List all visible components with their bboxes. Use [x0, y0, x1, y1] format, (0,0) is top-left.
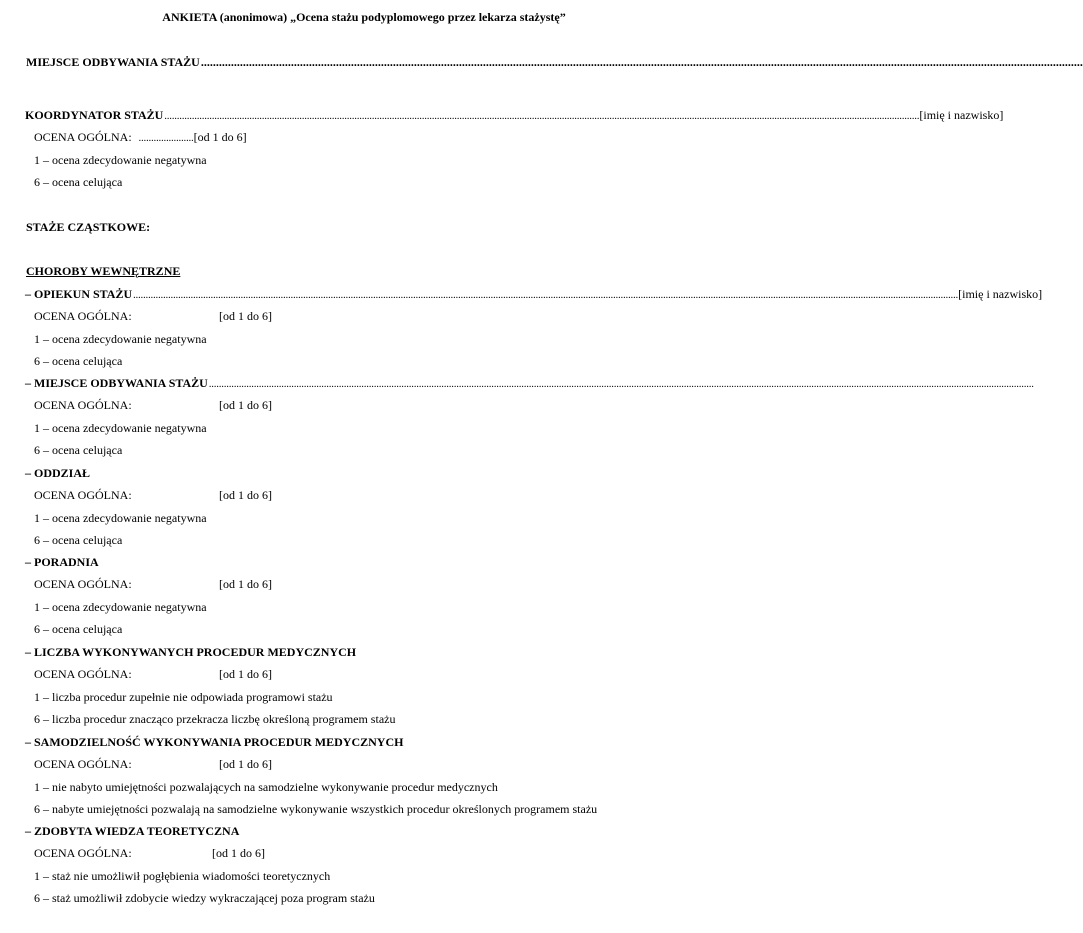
- section-header-liczba: [25, 645, 696, 660]
- section-scale-high-opiekun: 6 – ocena celująca: [34, 354, 123, 368]
- section-rating-range-poradnia: [od 1 do 6]: [219, 577, 272, 591]
- section-rating-label-opiekun: OCENA OGÓLNA:: [34, 309, 132, 323]
- section-rating-row-liczba[interactable]: [34, 667, 696, 682]
- section-rating-label-poradnia: OCENA OGÓLNA:: [34, 577, 132, 591]
- coordinator-label: KOORDYNATOR STAŻU: [25, 108, 164, 122]
- section-rating-range-wiedza: [od 1 do 6]: [212, 846, 265, 860]
- coordinator-dotted-line: ..............................................................................................................................................................................................................................................................................................................: [164, 111, 920, 122]
- section-rating-label-liczba: OCENA OGÓLNA:: [34, 667, 132, 681]
- section-scale-low-miejsce: 1 – ocena zdecydowanie negatywna: [34, 421, 207, 435]
- section-rating-label-wiedza: OCENA OGÓLNA:: [34, 846, 132, 860]
- section-label-oddzial: – ODDZIAŁ: [25, 466, 91, 480]
- section-header-oddzial: [25, 466, 696, 481]
- section-rating-row-oddzial[interactable]: [34, 488, 696, 503]
- section-label-opiekun: – OPIEKUN STAŻU: [25, 287, 133, 301]
- section-rating-row-samodzielnosc[interactable]: [34, 757, 696, 772]
- section-header-miejsce[interactable]: [25, 376, 1034, 391]
- coordinator-scale-high: 6 – ocena celująca: [34, 175, 123, 189]
- coordinator-scale-low: 1 – ocena zdecydowanie negatywna: [34, 153, 207, 167]
- section-rating-label-miejsce: OCENA OGÓLNA:: [34, 398, 132, 412]
- section-scale-high-liczba: 6 – liczba procedur znacząco przekracza liczbę określoną programem stażu: [34, 712, 396, 726]
- section-scale-high-samodzielnosc: 6 – nabyte umiejętności pozwalają na samodzielne wykonywanie wszystkich procedur określonych programem stażu: [34, 802, 598, 816]
- section-rating-range-samodzielnosc: [od 1 do 6]: [219, 757, 272, 771]
- section-header-opiekun[interactable]: [25, 287, 1043, 302]
- workplace-field[interactable]: [26, 55, 1083, 70]
- section-rating-range-opiekun: [od 1 do 6]: [219, 309, 272, 323]
- section-scale-low-wiedza: 1 – staż nie umożliwił pogłębienia wiadomości teoretycznych: [34, 869, 331, 883]
- section-label-samodzielnosc: – SAMODZIELNOŚĆ WYKONYWANIA PROCEDUR MEDYCZNYCH: [25, 735, 404, 749]
- section-label-liczba: – LICZBA WYKONYWANYCH PROCEDUR MEDYCZNYCH: [25, 645, 357, 659]
- partial-internships-heading: STAŻE CZĄSTKOWE:: [26, 220, 151, 234]
- section-rating-range-liczba: [od 1 do 6]: [219, 667, 272, 681]
- section-scale-high-oddzial: 6 – ocena celująca: [34, 533, 123, 547]
- section-header-samodzielnosc: [25, 735, 696, 750]
- section-rating-label-samodzielnosc: OCENA OGÓLNA:: [34, 757, 132, 771]
- section-scale-low-poradnia: 1 – ocena zdecydowanie negatywna: [34, 600, 207, 614]
- survey-title: ANKIETA (anonimowa) „Ocena stażu podyplomowego przez lekarza stażystę”: [162, 10, 566, 24]
- section-label-wiedza: – ZDOBYTA WIEDZA TEORETYCZNA: [25, 824, 240, 838]
- section-name-hint-opiekun: [imię i nazwisko]: [958, 287, 1043, 301]
- section-rating-row-opiekun[interactable]: [34, 309, 696, 324]
- workplace-label: MIEJSCE ODBYWANIA STAŻU: [26, 55, 200, 69]
- coordinator-field[interactable]: [25, 108, 1004, 123]
- section-scale-low-opiekun: 1 – ocena zdecydowanie negatywna: [34, 332, 207, 346]
- section-scale-high-poradnia: 6 – ocena celująca: [34, 622, 123, 636]
- section-rating-row-wiedza[interactable]: [34, 846, 696, 861]
- section-header-poradnia: [25, 555, 696, 570]
- section-scale-high-wiedza: 6 – staż umożliwił zdobycie wiedzy wykraczającej poza program stażu: [34, 891, 375, 905]
- section-rating-row-miejsce[interactable]: [34, 398, 696, 413]
- section-dotted-line-miejsce: ..........................................................................................................................................................................................................................................................................................................................................: [208, 379, 1034, 390]
- section-rating-label-oddzial: OCENA OGÓLNA:: [34, 488, 132, 502]
- section-header-wiedza: [25, 824, 696, 839]
- section-rating-row-poradnia[interactable]: [34, 577, 696, 592]
- coordinator-name-hint: [imię i nazwisko]: [919, 108, 1004, 122]
- section-dotted-line-opiekun: ..........................................................................................................................................................................................................................................................................................................................................: [133, 290, 959, 301]
- coordinator-rating-input[interactable]: ......................: [138, 133, 194, 144]
- workplace-dotted-line: ......................................................................................................................................................................................................................................................................................................: [200, 55, 1083, 69]
- internal-medicine-heading: CHOROBY WEWNĘTRZNE: [26, 264, 181, 278]
- section-label-miejsce: – MIEJSCE ODBYWANIA STAŻU: [25, 376, 208, 390]
- coordinator-rating-label: OCENA OGÓLNA:: [34, 130, 132, 144]
- section-label-poradnia: – PORADNIA: [25, 555, 99, 569]
- section-scale-low-oddzial: 1 – ocena zdecydowanie negatywna: [34, 511, 207, 525]
- coordinator-rating-range: [od 1 do 6]: [193, 130, 247, 144]
- coordinator-rating-row: [34, 130, 696, 145]
- section-scale-low-samodzielnosc: 1 – nie nabyto umiejętności pozwalających na samodzielne wykonywanie procedur medycznych: [34, 780, 498, 794]
- section-rating-range-miejsce: [od 1 do 6]: [219, 398, 272, 412]
- section-rating-range-oddzial: [od 1 do 6]: [219, 488, 272, 502]
- section-scale-low-liczba: 1 – liczba procedur zupełnie nie odpowiada programowi stażu: [34, 690, 333, 704]
- section-scale-high-miejsce: 6 – ocena celująca: [34, 443, 123, 457]
